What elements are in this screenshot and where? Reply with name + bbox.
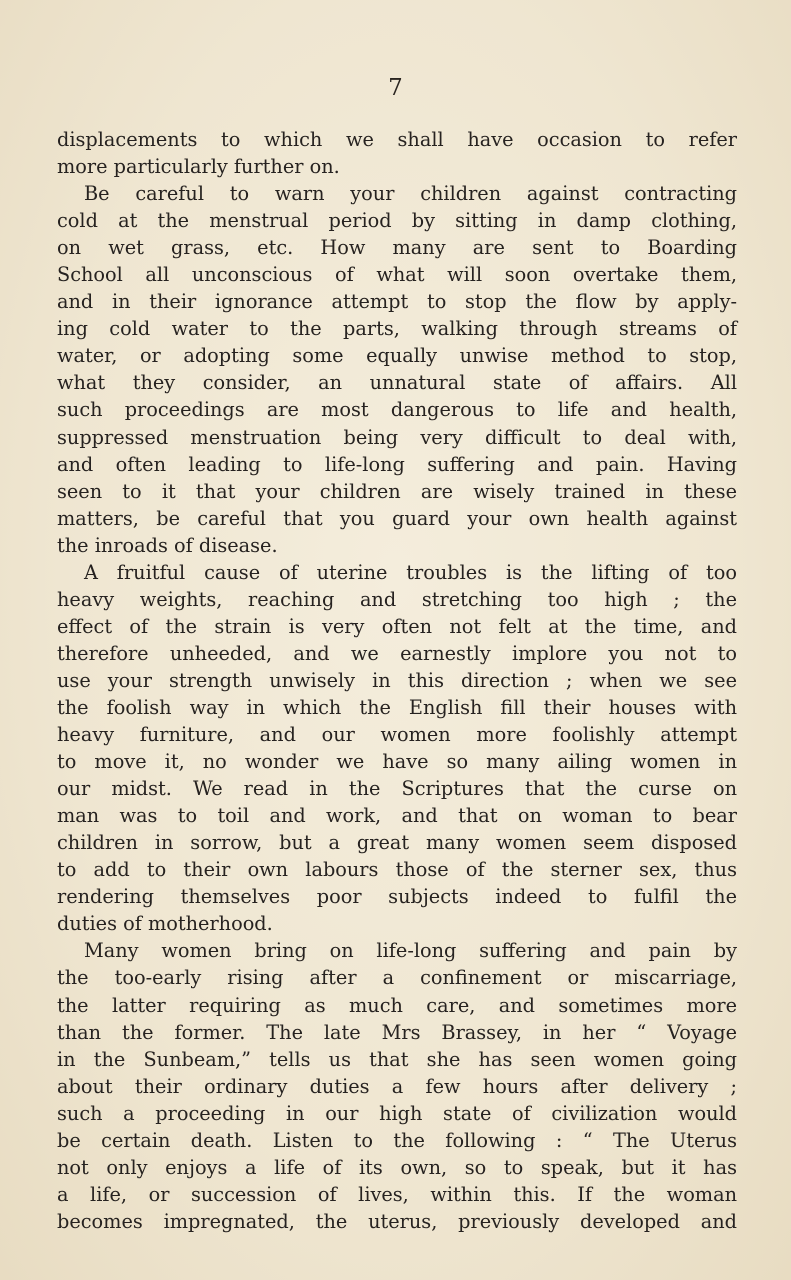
text-line: matters, be careful that you guard your own health against <box>57 506 737 530</box>
text-line: rendering themselves poor subjects indeed to fulfil the <box>57 885 737 909</box>
text-line: to move it, no wonder we have so many ailing women in <box>57 750 737 774</box>
text-line: heavy furniture, and our women more foolishly attempt <box>57 723 737 747</box>
text-line: therefore unheeded, and we earnestly implore you not to <box>57 641 737 665</box>
text-line: on wet grass, etc. How many are sent to Boarding <box>57 236 737 260</box>
text-line: seen to it that your children are wisely trained in these <box>57 479 737 503</box>
text-line: not only enjoys a life of its own, so to speak, but it has <box>57 1155 737 1179</box>
text-line: the inroads of disease. <box>57 533 278 557</box>
text-line: such a proceeding in our high state of civilization would <box>57 1101 737 1125</box>
text-line: a life, or succession of lives, within this. If the woman <box>57 1182 737 1206</box>
text-line: becomes impregnated, the uterus, previously developed and <box>57 1209 737 1233</box>
text-line: children in sorrow, but a great many women seem disposed <box>57 831 737 855</box>
text-line: about their ordinary duties a few hours after delivery ; <box>57 1074 737 1098</box>
text-line: to add to their own labours those of the sterner sex, thus <box>57 858 737 882</box>
text-line: the too-early rising after a confinement or miscarriage, <box>57 966 737 990</box>
text-line: and in their ignorance attempt to stop the flow by apply- <box>57 290 737 314</box>
text-line: what they consider, an unnatural state of affairs. All <box>57 371 737 395</box>
text-line: Many women bring on life-long suffering and pain by <box>84 939 737 963</box>
text-line: than the former. The late Mrs Brassey, in her “ Voyage <box>57 1020 737 1044</box>
text-line: ing cold water to the parts, walking through streams of <box>57 317 737 341</box>
text-line: use your strength unwisely in this direction ; when we see <box>57 668 737 692</box>
text-line: the latter requiring as much care, and sometimes more <box>57 993 737 1017</box>
text-line: cold at the menstrual period by sitting in damp clothing, <box>57 209 737 233</box>
text-line: in the Sunbeam,” tells us that she has seen women going <box>57 1047 737 1071</box>
text-line: A fruitful cause of uterine troubles is the lifting of too <box>84 560 737 584</box>
text-line: suppressed menstruation being very difficult to deal with, <box>57 425 737 449</box>
text-line: and often leading to life-long suffering and pain. Having <box>57 452 737 476</box>
text-line: Be careful to warn your children against contracting <box>84 182 737 206</box>
text-line: man was to toil and work, and that on woman to bear <box>57 804 737 828</box>
text-line: more particularly further on. <box>57 155 340 179</box>
text-line: displacements to which we shall have occasion to refer <box>57 128 737 151</box>
text-line: be certain death. Listen to the following : “ The Uterus <box>57 1128 737 1152</box>
text-line: such proceedings are most dangerous to life and health, <box>57 398 737 422</box>
text-line: School all unconscious of what will soon overtake them, <box>57 263 737 287</box>
text-line: water, or adopting some equally unwise method to stop, <box>57 344 737 368</box>
text-line: duties of motherhood. <box>57 912 273 936</box>
page-number: 7 <box>388 75 403 101</box>
body-text <box>57 126 737 1235</box>
text-line: heavy weights, reaching and stretching too high ; the <box>57 587 737 611</box>
text-line: our midst. We read in the Scriptures that the curse on <box>57 777 737 801</box>
text-line: effect of the strain is very often not felt at the time, and <box>57 614 737 638</box>
text-line: the foolish way in which the English fill their houses with <box>57 695 737 719</box>
